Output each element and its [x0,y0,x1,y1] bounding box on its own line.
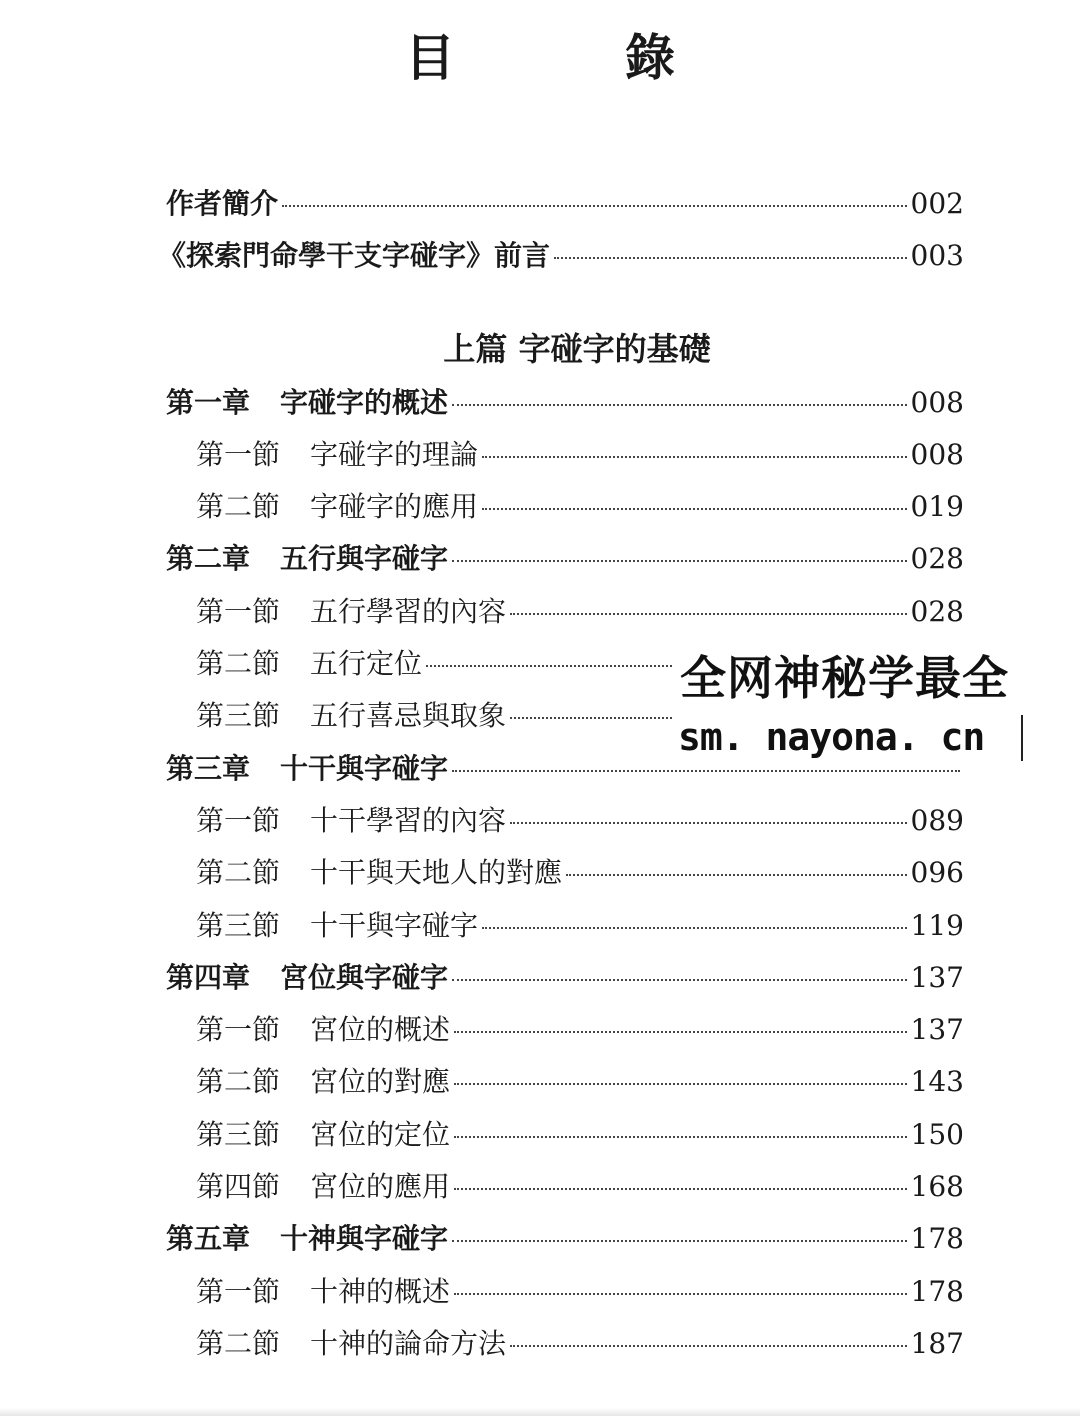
dot-leader [452,1240,907,1242]
toc-entry-label: 作者簡介 [166,187,279,220]
dot-leader [510,613,907,615]
section-title: 五行學習的內容 [310,594,507,628]
section-number: 第三節 [196,908,281,942]
dot-leader [452,979,907,981]
toc-entry-label: 《探索門命學干支字碰字》前言 [158,239,551,273]
toc-page-number: 119 [910,908,964,942]
dot-leader [482,508,907,510]
toc-section-4-1[interactable] [166,1004,964,1056]
chapter-number: 第四章 [166,960,251,994]
dot-leader [282,205,907,207]
chapter-title: 十神與字碰字 [280,1222,449,1256]
watermark-url[interactable]: sm. nayona. cn [678,715,985,759]
toc-page-number: 003 [910,239,964,273]
watermark-text: 全网神秘学最全 [680,651,1009,705]
dot-leader [454,1293,907,1295]
section-number: 第一節 [196,437,281,471]
dot-leader [510,822,907,824]
section-title: 十干學習的內容 [310,803,507,837]
section-number: 第三節 [196,699,281,733]
toc-entry-front-2[interactable] [158,230,964,282]
chapter-number: 第一章 [166,385,251,419]
toc-section-4-3[interactable] [166,1109,964,1161]
dot-leader [454,1031,907,1033]
section-number: 第二節 [196,1326,281,1360]
chapter-title: 宮位與字碰字 [280,960,449,994]
section-number: 第一節 [196,1013,281,1047]
toc-page-number: 178 [910,1274,964,1308]
section-number: 第二節 [196,856,281,890]
toc-page-number: 168 [910,1170,964,1204]
toc-section-4-2[interactable] [166,1056,964,1108]
section-title: 宮位的定位 [310,1117,451,1151]
section-number: 第一節 [196,594,281,628]
text-cursor [1021,715,1023,761]
section-number: 第二節 [196,490,281,524]
toc-page-number: 008 [910,385,964,419]
toc-page-number: 019 [910,490,964,524]
toc-section-4-4[interactable] [166,1161,964,1213]
toc-page-number: 137 [910,1013,964,1047]
section-title: 五行定位 [310,647,423,681]
toc-page-number: 089 [910,803,964,837]
chapter-title: 十干與字碰字 [280,751,449,785]
dot-leader [566,874,907,876]
dot-leader [482,927,907,929]
toc-chapter-2[interactable] [166,533,964,585]
section-title: 字碰字的應用 [310,490,479,524]
toc-section-3-2[interactable] [166,847,964,899]
chapter-title: 五行與字碰字 [280,542,449,576]
section-title: 宮位的對應 [310,1065,451,1099]
toc-section-5-2[interactable] [166,1318,964,1370]
dot-leader [452,404,907,406]
toc-page-number: 002 [910,187,964,220]
dot-leader [452,560,907,562]
section-title: 十神的概述 [310,1274,451,1308]
section-title: 五行喜忌與取象 [310,699,507,733]
toc-page-number: 028 [910,594,964,628]
section-title: 宮位的概述 [310,1013,451,1047]
toc-page-number: 008 [910,437,964,471]
section-number: 第一節 [196,803,281,837]
dot-leader [454,1083,907,1085]
toc-section-2-1[interactable] [166,586,964,638]
part-heading: 上篇 字碰字的基礎 [443,329,711,368]
section-title: 十神的論命方法 [310,1326,507,1360]
section-title: 十干與字碰字 [310,908,479,942]
toc-page-number: 187 [910,1326,964,1360]
dot-leader [554,257,907,259]
dot-leader [510,1345,907,1347]
watermark-overlay [674,645,1080,770]
section-title: 宮位的應用 [310,1170,451,1204]
toc-entry-front-1[interactable] [166,178,964,230]
table-of-contents [158,178,964,1370]
toc-section-3-1[interactable] [166,795,964,847]
section-number: 第四節 [196,1170,281,1204]
chapter-number: 第二章 [166,542,251,576]
page-title: 目 錄 [405,28,735,87]
dot-leader [454,1188,907,1190]
toc-section-5-1[interactable] [166,1266,964,1318]
toc-chapter-1[interactable] [166,377,964,429]
section-number: 第二節 [196,647,281,681]
dot-leader [482,456,907,458]
toc-chapter-4[interactable] [166,952,964,1004]
toc-page-number: 178 [910,1222,964,1256]
toc-page-number: 143 [910,1065,964,1099]
section-number: 第二節 [196,1065,281,1099]
toc-section-3-3[interactable] [166,900,964,952]
chapter-number: 第三章 [166,751,251,785]
section-title: 十干與天地人的對應 [310,856,563,890]
toc-page-number: 150 [910,1117,964,1151]
section-title: 字碰字的理論 [310,437,479,471]
section-number: 第三節 [196,1117,281,1151]
page-bottom-edge [0,1408,1080,1416]
chapter-title: 字碰字的概述 [280,385,449,419]
toc-page-number: 096 [910,856,964,890]
chapter-number: 第五章 [166,1222,251,1256]
section-number: 第一節 [196,1274,281,1308]
toc-section-1-1[interactable] [166,429,964,481]
toc-page-number: 137 [910,960,964,994]
toc-section-1-2[interactable] [166,481,964,533]
toc-page-number: 028 [910,542,964,576]
toc-chapter-5[interactable] [166,1213,964,1265]
dot-leader [454,1136,907,1138]
